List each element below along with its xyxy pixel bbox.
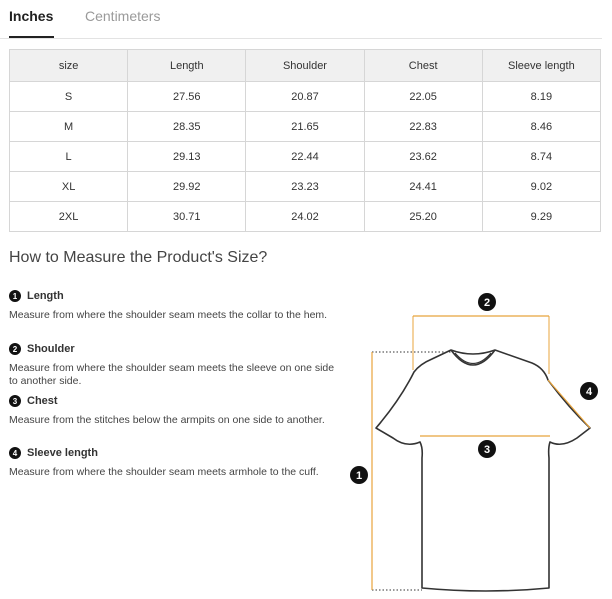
measure-item-length <box>9 289 339 322</box>
header-size: size <box>10 50 128 82</box>
active-tab-indicator <box>9 36 54 38</box>
cell-length: 29.13 <box>128 142 246 172</box>
header-chest: Chest <box>364 50 482 82</box>
cell-length: 27.56 <box>128 82 246 112</box>
cell-size: 2XL <box>10 202 128 232</box>
cell-shoulder: 20.87 <box>246 82 364 112</box>
svg-text:4: 4 <box>585 386 593 398</box>
how-to-measure-title: How to Measure the Product's Size? <box>9 249 268 266</box>
cell-chest: 25.20 <box>364 202 482 232</box>
svg-text:1: 1 <box>355 470 363 482</box>
marker-4 <box>580 382 598 400</box>
table-row <box>10 142 601 172</box>
unit-tabs <box>0 0 602 39</box>
cell-chest: 23.62 <box>364 142 482 172</box>
svg-text:3: 3 <box>483 444 491 456</box>
measure-description: Measure from where the shoulder seam meets armhole to the cuff. <box>9 466 319 478</box>
cell-size: L <box>10 142 128 172</box>
cell-shoulder: 21.65 <box>246 112 364 142</box>
cell-shoulder: 22.44 <box>246 142 364 172</box>
number-2-icon: 2 <box>9 343 21 355</box>
marker-1 <box>350 466 368 484</box>
measure-title: Sleeve length <box>27 447 98 459</box>
number-3-icon: 3 <box>9 395 21 407</box>
number-1-icon: 1 <box>9 290 21 302</box>
measure-description: Measure from the stitches below the armpits on one side to another. <box>9 414 325 426</box>
table-row <box>10 112 601 142</box>
cell-size: S <box>10 82 128 112</box>
measure-description: Measure from where the shoulder seam meets the collar to the hem. <box>9 309 328 321</box>
cell-sleeve-length: 9.02 <box>482 172 600 202</box>
cell-shoulder: 23.23 <box>246 172 364 202</box>
measure-item-chest <box>9 394 339 427</box>
header-length: Length <box>128 50 246 82</box>
cell-sleeve-length: 9.29 <box>482 202 600 232</box>
marker-2 <box>478 293 496 311</box>
tab-centimeters[interactable]: Centimeters <box>85 8 161 24</box>
svg-text:2: 2 <box>483 297 491 309</box>
table-row <box>10 202 601 232</box>
measure-item-sleeve-length <box>9 446 339 479</box>
marker-3 <box>478 440 496 458</box>
table-header-row <box>10 50 601 82</box>
cell-chest: 22.05 <box>364 82 482 112</box>
table-row <box>10 172 601 202</box>
cell-sleeve-length: 8.19 <box>482 82 600 112</box>
cell-chest: 22.83 <box>364 112 482 142</box>
measure-item-shoulder <box>9 342 339 388</box>
table-row <box>10 82 601 112</box>
cell-size: XL <box>10 172 128 202</box>
cell-chest: 24.41 <box>364 172 482 202</box>
tshirt-icon <box>348 288 608 596</box>
cell-sleeve-length: 8.46 <box>482 112 600 142</box>
cell-length: 29.92 <box>128 172 246 202</box>
cell-sleeve-length: 8.74 <box>482 142 600 172</box>
cell-shoulder: 24.02 <box>246 202 364 232</box>
cell-length: 30.71 <box>128 202 246 232</box>
cell-size: M <box>10 112 128 142</box>
measure-description: Measure from where the shoulder seam meets the sleeve on one side to another side. <box>9 362 335 387</box>
cell-length: 28.35 <box>128 112 246 142</box>
tab-inches[interactable]: Inches <box>9 8 54 24</box>
size-table <box>9 49 601 232</box>
number-4-icon: 4 <box>9 447 21 459</box>
header-shoulder: Shoulder <box>246 50 364 82</box>
measure-title: Length <box>27 290 64 302</box>
tshirt-outline <box>376 350 590 591</box>
measure-title: Shoulder <box>27 343 75 355</box>
measure-title: Chest <box>27 395 58 407</box>
header-sleeve-length: Sleeve length <box>482 50 600 82</box>
